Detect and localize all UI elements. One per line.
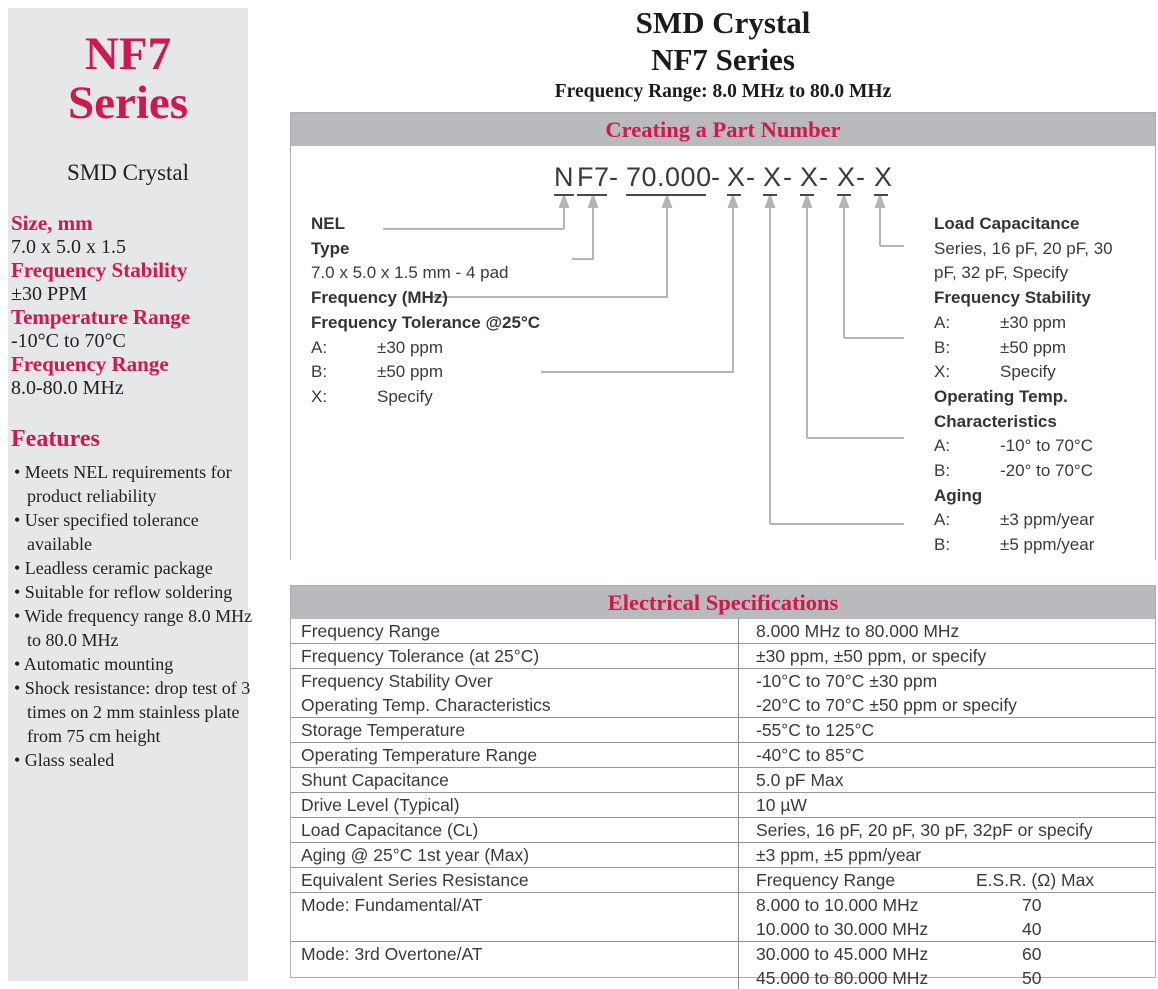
- spec-label-line: Mode: 3rd Overtone/AT: [301, 944, 483, 964]
- callout-key: B:: [934, 535, 951, 555]
- spec-value-cell: [738, 868, 1155, 892]
- spec-label-line: Frequency Range: [301, 621, 441, 641]
- callout-line: [934, 434, 1093, 458]
- esr-max-value: 60: [1022, 944, 1042, 964]
- part-number-token: X: [837, 162, 851, 196]
- spec-label-cell: [291, 768, 738, 792]
- feature-item: • User specified tolerance available: [14, 510, 199, 554]
- spec-row: [291, 842, 1155, 867]
- callout-line: [311, 360, 443, 384]
- feature-item: • Leadless ceramic package: [14, 558, 213, 578]
- sidebar: [8, 8, 253, 981]
- spec-value-line: -10°C to 70°C ±30 ppm: [756, 671, 938, 691]
- spec-value-line: -20°C to 70°C ±50 ppm or specify: [756, 695, 1017, 715]
- spec-label-cell: [291, 818, 738, 842]
- part-number-token: F7: [577, 162, 607, 196]
- callout-value: ±50 ppm: [1000, 337, 1067, 357]
- feature-item: • Automatic mounting: [14, 654, 174, 674]
- part-number-token: X: [727, 162, 741, 196]
- callout-value: ±5 ppm/year: [1000, 535, 1095, 555]
- part-number-token: 70.000: [626, 162, 706, 196]
- series-title: [8, 30, 248, 128]
- spec-value-cell: [738, 768, 1155, 792]
- callout-line: Load Capacitance: [934, 214, 1080, 233]
- spec-label-cell: [291, 942, 738, 989]
- spec-label-cell: [291, 669, 738, 717]
- callout-key: A:: [934, 436, 951, 456]
- spec-row: [291, 742, 1155, 767]
- esr-frequency-range: 8.000 to 10.000 MHz: [756, 895, 919, 915]
- electrical-specs-header-bar: [291, 586, 1155, 619]
- callout-value: Specify: [1000, 362, 1056, 382]
- spec-label-line: Storage Temperature: [301, 720, 466, 740]
- spec-value-line: ±3 ppm, ±5 ppm/year: [756, 845, 922, 865]
- part-number-dash: -: [783, 162, 792, 192]
- callout-key: B:: [311, 362, 328, 382]
- spec-row: [291, 792, 1155, 817]
- spec-label-line: Drive Level (Typical): [301, 795, 460, 815]
- callout-line: [311, 385, 433, 409]
- page-subtitle: Frequency Range: 8.0 MHz to 80.0 MHz: [554, 81, 892, 102]
- spec-value-cell: [738, 818, 1155, 842]
- callout-line: Operating Temp.: [934, 386, 1068, 406]
- spec-label-line: Shunt Capacitance: [301, 770, 449, 790]
- callout-line: NEL: [311, 214, 345, 233]
- spec-label-line: Operating Temperature Range: [301, 745, 538, 765]
- spec-value-cell: [738, 942, 1155, 989]
- spec-label-line: Frequency Stability Over: [301, 671, 493, 691]
- callout-key: X:: [311, 386, 328, 406]
- feature-item: • Wide frequency range 8.0 MHz to 80.0 MHz: [14, 606, 253, 650]
- spec-label-line: Frequency Tolerance (at 25°C): [301, 646, 540, 666]
- feature-item: • Suitable for reflow soldering: [14, 582, 233, 602]
- feature-item: • Shock resistance: drop test of 3 times on 2 mm stainless plate from 75 cm height: [14, 678, 251, 746]
- callout-value: ±50 ppm: [377, 362, 444, 382]
- callout-line: Characteristics: [934, 411, 1057, 431]
- spec-label-line: Load Capacitance (Cʟ): [301, 820, 479, 840]
- part-number-dash: -: [609, 162, 618, 192]
- callout-line: Aging: [934, 485, 983, 505]
- part-number-header-title: Creating a Part Number: [605, 116, 841, 142]
- spec-row: [291, 892, 1155, 941]
- page-title-line1: SMD Crystal: [635, 5, 811, 40]
- spec-label-line: Equivalent Series Resistance: [301, 870, 529, 890]
- callout-value: Specify: [377, 386, 433, 406]
- part-number-diagram: [291, 146, 1155, 560]
- callout-line: [934, 508, 1094, 532]
- callout-value: -10° to 70°C: [1000, 436, 1093, 456]
- spec-value-line: -40°C to 85°C: [756, 745, 865, 765]
- esr-pair-line: [756, 893, 1155, 917]
- features-list: [8, 460, 253, 772]
- esr-pair-line: [756, 868, 1155, 892]
- spec-label-cell: [291, 793, 738, 817]
- spec-label-cell: [291, 868, 738, 892]
- esr-pair-line: [756, 966, 1155, 989]
- spec-value-cell: [738, 893, 1155, 941]
- spec-row: [291, 619, 1155, 643]
- part-number-token: N: [554, 162, 574, 196]
- part-number-dash: -: [856, 162, 865, 192]
- sidebar-spec-value: 7.0 x 5.0 x 1.5: [11, 235, 126, 258]
- esr-pair-line: [756, 942, 1155, 966]
- spec-label-cell: [291, 743, 738, 767]
- spec-value-cell: [738, 619, 1155, 643]
- series-title-line1: NF7: [84, 28, 172, 80]
- spec-value-line: 5.0 pF Max: [756, 770, 844, 790]
- spec-label-cell: [291, 893, 738, 941]
- callout-line: [934, 459, 1093, 483]
- sidebar-spec-label: Size, mm: [11, 211, 93, 235]
- part-number-dash: -: [819, 162, 828, 192]
- electrical-specs-panel: [290, 585, 1156, 988]
- spec-value-cell: [738, 843, 1155, 867]
- sidebar-spec-value: 8.0-80.0 MHz: [11, 376, 124, 399]
- esr-frequency-range: 45.000 to 80.000 MHz: [756, 968, 929, 988]
- callout-key: B:: [934, 461, 951, 480]
- callout-value: -20° to 70°C: [1000, 461, 1093, 480]
- callout-line: pF, 32 pF, Specify: [934, 263, 1069, 283]
- spec-value-cell: [738, 743, 1155, 767]
- series-title-line2: Series: [67, 77, 189, 129]
- callout-key: A:: [934, 312, 951, 332]
- callout-value: ±30 ppm: [1000, 312, 1067, 332]
- callout-line: Series, 16 pF, 20 pF, 30: [934, 238, 1113, 258]
- spec-value-line: 10 µW: [756, 795, 807, 815]
- part-number-token: X: [874, 162, 888, 196]
- callout-key: A:: [311, 337, 328, 357]
- callout-line: Frequency Tolerance @25°C: [311, 312, 541, 332]
- part-number-dash: -: [746, 162, 755, 192]
- spec-row: [291, 717, 1155, 742]
- part-number-token: X: [763, 162, 777, 196]
- spec-value-cell: [738, 669, 1155, 717]
- spec-value-line: 8.000 MHz to 80.000 MHz: [756, 621, 960, 641]
- esr-frequency-range: 10.000 to 30.000 MHz: [756, 919, 929, 939]
- page-title-line2: NF7 Series: [651, 42, 795, 77]
- esr-pair-line: [756, 917, 1155, 941]
- spec-row: [291, 817, 1155, 842]
- callout-line: 7.0 x 5.0 x 1.5 mm - 4 pad: [311, 263, 509, 283]
- spec-label-cell: [291, 843, 738, 867]
- callout-value: ±30 ppm: [377, 337, 444, 357]
- spec-label-cell: [291, 718, 738, 742]
- sidebar-spec-value: ±30 PPM: [11, 282, 88, 305]
- main-header: [290, 4, 1156, 104]
- part-number-panel: [290, 112, 1156, 560]
- electrical-specs-table: [291, 619, 1155, 989]
- spec-label-line: Aging @ 25°C 1st year (Max): [301, 845, 530, 865]
- spec-row: [291, 867, 1155, 892]
- callout-line: [311, 336, 443, 360]
- spec-value-cell: [738, 644, 1155, 668]
- sidebar-specs: [8, 212, 248, 400]
- sidebar-spec-label: Frequency Stability: [11, 258, 188, 282]
- callout-line: Frequency Stability: [934, 288, 1091, 308]
- electrical-specs-title: Electrical Specifications: [607, 589, 839, 615]
- sidebar-spec-label: Frequency Range: [11, 352, 169, 376]
- spec-label-cell: [291, 619, 738, 643]
- esr-max-value: 50: [1022, 968, 1042, 988]
- callout-line: [934, 311, 1066, 335]
- esr-frequency-range: Frequency Range: [756, 870, 896, 890]
- callout-line: Frequency (MHz): [311, 288, 448, 308]
- callout-value: ±3 ppm/year: [1000, 510, 1095, 530]
- part-number-dash: -: [711, 162, 720, 192]
- part-number-header-bar: [291, 113, 1155, 146]
- callout-key: A:: [934, 510, 951, 530]
- esr-frequency-range: 30.000 to 45.000 MHz: [756, 944, 929, 964]
- spec-label-cell: [291, 644, 738, 668]
- spec-row: [291, 668, 1155, 717]
- callout-key: B:: [934, 337, 951, 357]
- callout-line: Type: [311, 238, 350, 258]
- callout-line: [934, 360, 1056, 384]
- part-number-token: X: [800, 162, 814, 196]
- spec-value-line: ±30 ppm, ±50 ppm, or specify: [756, 646, 987, 666]
- callout-line: [934, 336, 1066, 360]
- sidebar-subtitle: SMD Crystal: [66, 160, 190, 185]
- spec-value-cell: [738, 793, 1155, 817]
- feature-item: • Glass sealed: [14, 750, 115, 770]
- spec-row: [291, 941, 1155, 989]
- spec-label-line: Mode: Fundamental/AT: [301, 895, 483, 915]
- sidebar-spec-label: Temperature Range: [11, 305, 191, 329]
- callout-key: X:: [934, 362, 951, 382]
- spec-row: [291, 767, 1155, 792]
- callout-line: [934, 533, 1094, 557]
- features-title: Features: [11, 426, 100, 452]
- spec-value-line: -55°C to 125°C: [756, 720, 875, 740]
- esr-max-value: 70: [1022, 895, 1042, 915]
- sidebar-spec-value: -10°C to 70°C: [11, 329, 126, 352]
- esr-max-value: 40: [1022, 919, 1042, 939]
- spec-label-line: Operating Temp. Characteristics: [301, 695, 551, 715]
- spec-row: [291, 643, 1155, 668]
- esr-max-value: E.S.R. (Ω) Max: [976, 870, 1095, 890]
- spec-value-cell: [738, 718, 1155, 742]
- spec-value-line: Series, 16 pF, 20 pF, 30 pF, 32pF or specify: [756, 820, 1093, 840]
- feature-item: • Meets NEL requirements for product reliability: [14, 462, 232, 506]
